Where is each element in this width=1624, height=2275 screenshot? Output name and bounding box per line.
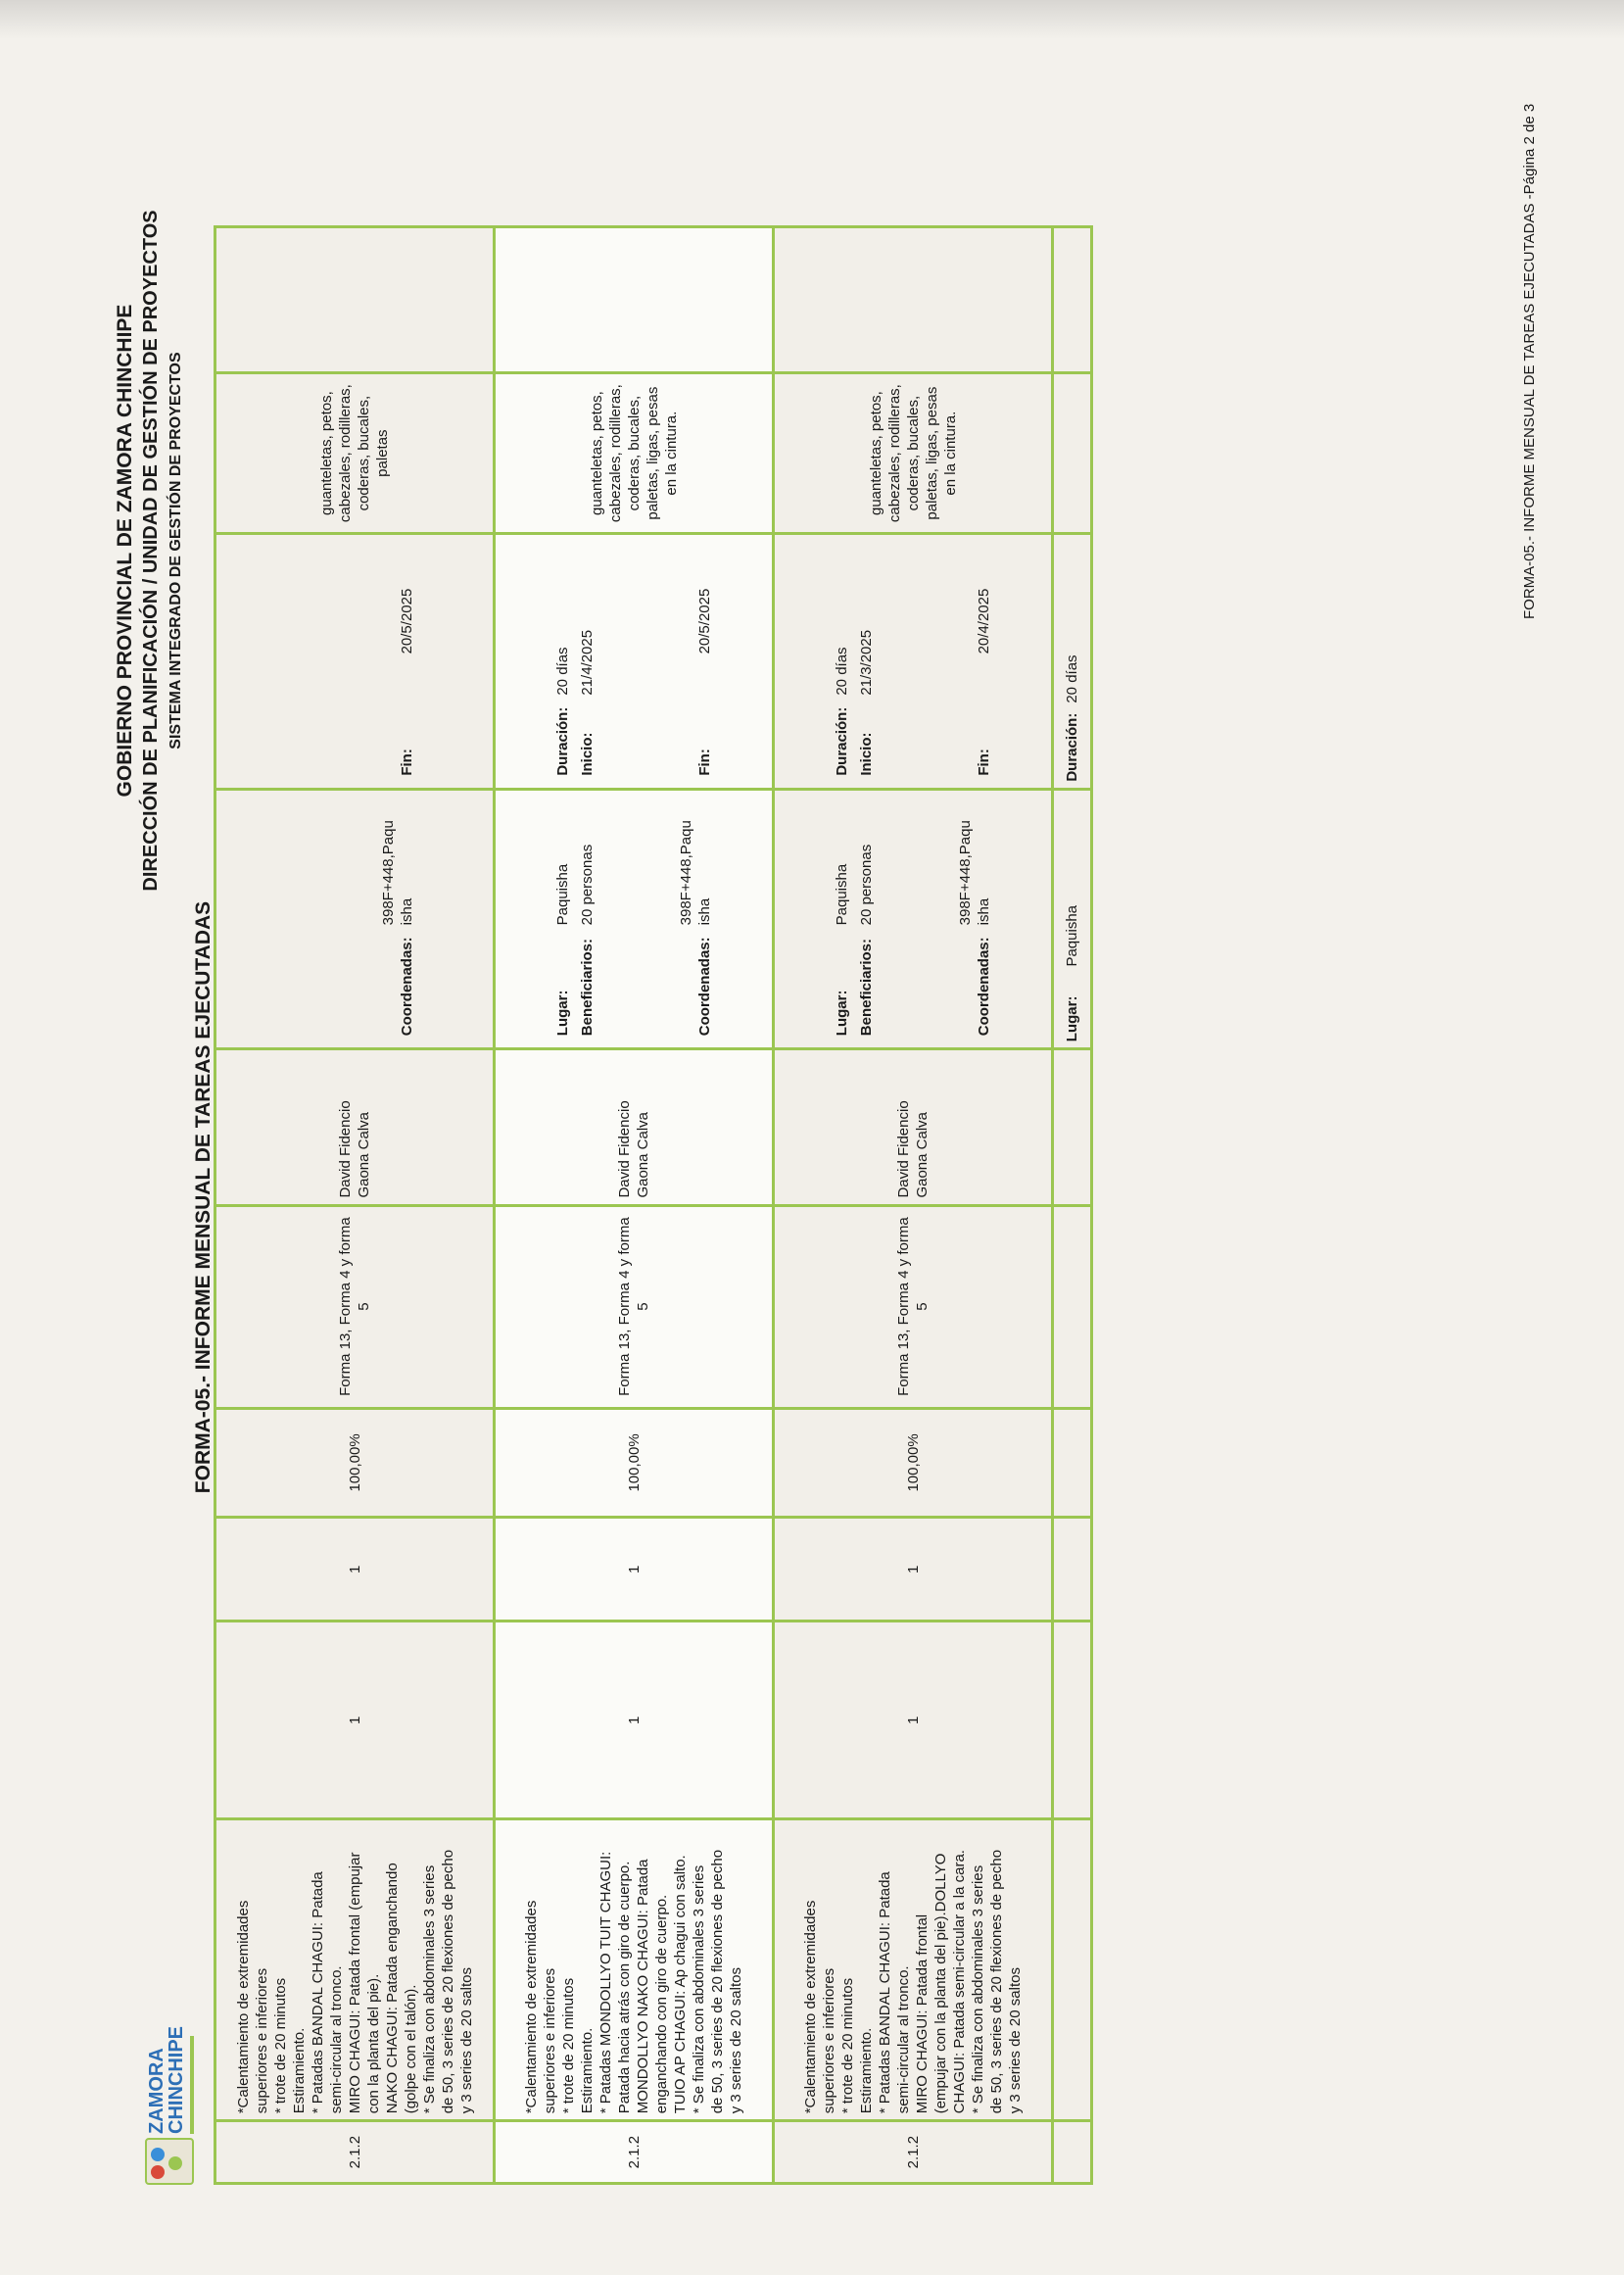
detail-row [550, 797, 575, 1042]
schedule-details [830, 541, 996, 781]
detail-value: 398F+448,Paqu isha [380, 820, 415, 926]
materials-value: guanteletas, petos, cabezales, rodilleras, coderas, bucales, paletas [318, 384, 391, 523]
executed-cell [215, 1518, 495, 1622]
evidence-cell [215, 1205, 495, 1408]
header-line-2: DIRECCIÓN DE PLANIFICACIÓN / UNIDAD DE GESTIÓN DE PROYECTOS [140, 210, 162, 892]
schedule-cell [774, 534, 1053, 789]
detail-value: Paquisha [554, 863, 571, 926]
detail-label: Beneficiarios: [858, 939, 875, 1037]
form-title: FORMA-05.- INFORME MENSUAL DE TAREAS EJECUTADAS [192, 900, 215, 1494]
planned-cell [774, 1622, 1053, 1819]
description-line: y 3 series de 20 saltos [457, 1967, 475, 2114]
planned-cell [215, 1622, 495, 1819]
description-line: NAKO CHAGUI: Patada enganchando [383, 1863, 401, 2114]
percent-cell [215, 1408, 495, 1518]
percent-value: 100,00% [904, 1433, 922, 1492]
schedule-cell [495, 534, 774, 789]
materials-cell [215, 372, 495, 534]
executed-value: 1 [346, 1565, 363, 1573]
detail-row [302, 797, 419, 1042]
detail-label: Duración: [834, 706, 850, 776]
location-details [550, 797, 717, 1042]
detail-row [879, 541, 996, 781]
detail-row [550, 541, 575, 781]
description-line: superiores e inferiores [821, 1967, 837, 2114]
executed-value: 1 [625, 1565, 643, 1573]
detail-row [854, 797, 879, 1042]
detail-label: Duración: [1064, 712, 1080, 782]
evidence-value: Forma 13, Forma 4 y forma 5 [895, 1217, 931, 1396]
partial-cell [1053, 227, 1092, 373]
materials-cell [774, 372, 1053, 534]
logo-text [147, 2026, 186, 2134]
detail-label: Coordenadas: [399, 937, 415, 1037]
location-details [830, 797, 996, 1042]
percent-value: 100,00% [625, 1433, 643, 1492]
empty-cell [774, 227, 1053, 373]
description-line: Patada hacia atrás con giro de cuerpo. [616, 1861, 633, 2114]
detail-row [830, 541, 854, 781]
detail-label: Fin: [976, 749, 992, 776]
description-line: con la planta del pie). [364, 1973, 382, 2114]
location-cell [215, 789, 495, 1049]
materials-cell [495, 372, 774, 534]
description-line: CHAGUI: Patada semi-circular a la cara. [951, 1850, 968, 2114]
description-line: * Se finaliza con abdominales 3 series [970, 1864, 986, 2114]
description-line: *Calentamiento de extremidades [523, 1900, 540, 2114]
detail-value: 20/5/2025 [399, 588, 415, 654]
materials-value: guanteletas, petos, cabezales, rodilleras, coderas, bucales, paletas, ligas, pesas en la cintura. [867, 384, 959, 523]
document-header [113, 0, 189, 1148]
partial-cell [1053, 534, 1092, 789]
table-row [774, 227, 1053, 2184]
detail-label: Lugar: [834, 990, 850, 1037]
schedule-cell [215, 534, 495, 789]
evidence-value: Forma 13, Forma 4 y forma 5 [337, 1217, 372, 1396]
responsible-cell [215, 1049, 495, 1205]
description-line: y 3 series de 20 saltos [728, 1967, 744, 2114]
zamora-chinchipe-logo [137, 2025, 208, 2185]
executed-cell [495, 1518, 774, 1622]
description-line: de 50, 3 series de 20 flexiones de pecho [709, 1849, 726, 2114]
logo-text-line1: ZAMORA [146, 2048, 167, 2134]
schedule-details [550, 541, 717, 781]
detail-label: Coordenadas: [976, 937, 992, 1037]
description-line: TUIO AP CHAGUI: Ap chagui con salto. [672, 1855, 689, 2114]
detail-label: Fin: [399, 749, 415, 776]
description-line: (empujar con la planta del pie).DOLLYO [932, 1853, 949, 2114]
evidence-cell [774, 1205, 1053, 1408]
responsible-value: David Fidencio Gaona Calva [337, 1100, 372, 1198]
activity-code-cell [774, 2121, 1053, 2184]
detail-value: 398F+448,Paqu isha [678, 820, 713, 926]
description-line: semi-circular al tronco. [327, 1965, 345, 2114]
percent-cell [774, 1408, 1053, 1518]
description-line: y 3 series de 20 saltos [1007, 1967, 1024, 2114]
description-line: *Calentamiento de extremidades [234, 1900, 252, 2114]
description-line: * Patadas BANDAL CHAGUI: Patada [877, 1871, 893, 2114]
schedule-details [290, 541, 419, 781]
description-line: de 50, 3 series de 20 flexiones de pecho [439, 1849, 456, 2114]
partial-cell [1053, 1205, 1092, 1408]
detail-value: Paquisha [834, 863, 850, 926]
table-row [215, 227, 495, 2184]
detail-value: 20 días [1064, 654, 1080, 703]
description-line: * trote de 20 minutos [271, 1977, 289, 2114]
detail-value: 21/3/2025 [858, 629, 875, 696]
evidence-value: Forma 13, Forma 4 y forma 5 [616, 1217, 651, 1396]
activity-code: 2.1.2 [904, 2135, 922, 2169]
description-line: Estiramiento. [579, 2027, 596, 2114]
detail-row [575, 797, 599, 1042]
detail-label: Coordenadas: [696, 937, 713, 1037]
description-line: * Se finaliza con abdominales 3 series [691, 1864, 707, 2114]
table-row-partial [1053, 227, 1092, 2184]
executed-cell [774, 1518, 1053, 1622]
description-line: Estiramiento. [858, 2027, 875, 2114]
description-line: * trote de 20 minutos [839, 1977, 856, 2114]
location-cell [774, 789, 1053, 1049]
detail-row [854, 541, 879, 781]
responsible-value: David Fidencio Gaona Calva [616, 1100, 651, 1198]
detail-row [599, 541, 717, 781]
header-line-1: GOBIERNO PROVINCIAL DE ZAMORA CHINCHIPE [114, 304, 136, 798]
detail-label: Duración: [554, 706, 571, 776]
description-line: *Calentamiento de extremidades [802, 1900, 819, 2114]
partial-cell [1053, 2121, 1092, 2184]
description-line: enganchando con giro de cuerpo. [653, 1894, 670, 2114]
coat-of-arms-icon [145, 2138, 194, 2185]
detail-value: 20 personas [579, 844, 596, 926]
header-line-3: SISTEMA INTEGRADO DE GESTIÓN DE PROYECTOS [167, 352, 184, 750]
detail-value: 21/4/2025 [579, 629, 596, 696]
activity-code-cell [495, 2121, 774, 2184]
detail-value: 20/5/2025 [696, 588, 713, 654]
evidence-cell [495, 1205, 774, 1408]
description-line: de 50, 3 series de 20 flexiones de pecho [988, 1849, 1005, 2114]
description-line: * Patadas MONDOLLYO TUIT CHAGUI: [597, 1851, 614, 2114]
page-footer: FORMA-05.- INFORME MENSUAL DE TAREAS EJECUTADAS -Página 2 de 3 [1521, 103, 1538, 619]
activity-code: 2.1.2 [346, 2135, 363, 2169]
empty-cell [215, 227, 495, 373]
materials-value: guanteletas, petos, cabezales, rodilleras, coderas, bucales, paletas, ligas, pesas en la cintura. [588, 384, 680, 523]
responsible-value: David Fidencio Gaona Calva [895, 1100, 931, 1198]
partial-cell [1053, 1819, 1092, 2121]
partial-cell [1053, 1408, 1092, 1518]
description-line: * trote de 20 minutos [560, 1977, 577, 2114]
description-line: * Se finaliza con abdominales 3 series [420, 1864, 438, 2114]
description-line: (golpe con el talón). [402, 1984, 419, 2114]
description-cell [215, 1819, 495, 2121]
detail-row [879, 797, 996, 1042]
detail-value: 20/4/2025 [976, 588, 992, 654]
responsible-cell [495, 1049, 774, 1205]
percent-cell [495, 1408, 774, 1518]
detail-label: Inicio: [858, 732, 875, 776]
detail-value: Paquisha [1064, 904, 1080, 967]
responsible-cell [774, 1049, 1053, 1205]
detail-row [599, 797, 717, 1042]
partial-cell [1053, 372, 1092, 534]
description-line: MIRO CHAGUI: Patada frontal (empujar [346, 1852, 363, 2114]
planned-cell [495, 1622, 774, 1819]
detail-row [302, 541, 419, 781]
logo-text-line2: CHINCHIPE [166, 2025, 187, 2134]
description-line: superiores e inferiores [542, 1967, 558, 2114]
description-line: * Patadas BANDAL CHAGUI: Patada [309, 1871, 326, 2114]
description-line: MONDOLLYO NAKO CHAGUI: Patada [635, 1859, 651, 2114]
detail-label: Lugar: [554, 990, 571, 1037]
description-cell [495, 1819, 774, 2121]
partial-cell [1053, 1518, 1092, 1622]
percent-value: 100,00% [346, 1433, 363, 1492]
detail-row [830, 797, 854, 1042]
planned-value: 1 [625, 1716, 643, 1724]
executed-value: 1 [904, 1565, 922, 1573]
description-cell [774, 1819, 1053, 2121]
empty-cell [495, 227, 774, 373]
planned-value: 1 [346, 1716, 363, 1724]
description-line: Estiramiento. [290, 2027, 308, 2114]
logo-stripe [190, 2036, 194, 2134]
detail-value: 20 días [834, 647, 850, 696]
description-line: MIRO CHAGUI: Patada frontal [914, 1913, 931, 2114]
detail-label: Lugar: [1064, 995, 1080, 1042]
table-row [495, 227, 774, 2184]
detail-value: 398F+448,Paqu isha [957, 820, 992, 926]
detail-row [575, 541, 599, 781]
planned-value: 1 [904, 1716, 922, 1724]
partial-cell [1053, 1049, 1092, 1205]
detail-label: Beneficiarios: [579, 939, 596, 1037]
location-details [290, 797, 419, 1042]
location-cell [495, 789, 774, 1049]
activity-code: 2.1.2 [625, 2135, 643, 2169]
description-line: semi-circular al tronco. [895, 1965, 912, 2114]
detail-label: Fin: [696, 749, 713, 776]
description-line: superiores e inferiores [253, 1967, 270, 2114]
partial-cell [1053, 789, 1092, 1049]
activity-code-cell [215, 2121, 495, 2184]
tasks-table [214, 225, 1093, 2185]
partial-cell [1053, 1622, 1092, 1819]
detail-label: Inicio: [579, 732, 596, 776]
detail-value: 20 días [554, 647, 571, 696]
detail-value: 20 personas [858, 844, 875, 926]
